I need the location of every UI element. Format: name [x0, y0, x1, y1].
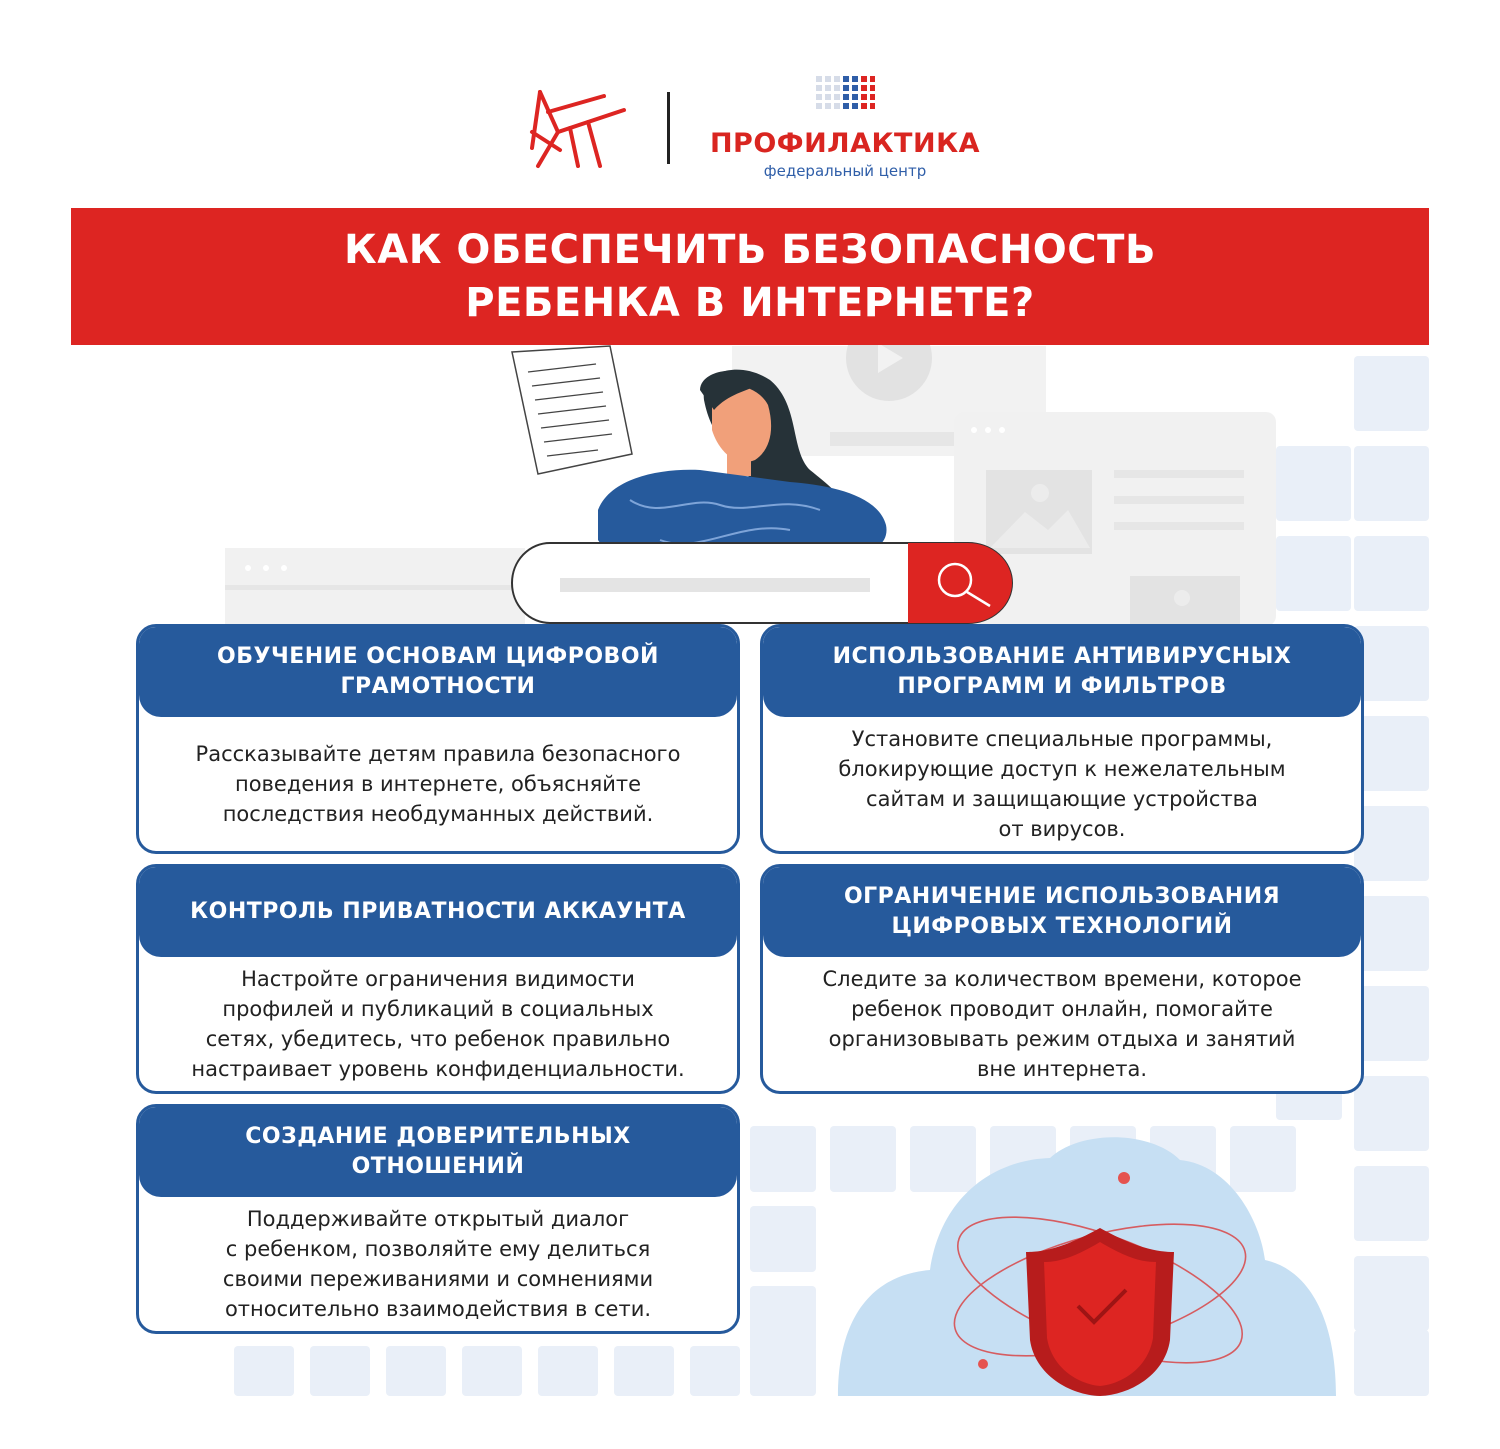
brand-title: ПРОФИЛАКТИКА — [709, 128, 981, 159]
card-text: Установите специальные программы, блокирующие доступ к нежелательным сайтам и защищающие устройства от вирусов. — [838, 727, 1286, 841]
card-text: Настройте ограничения видимости профилей и публикаций в социальных сетях, убедитесь, что ребенок правильно настраивает уровень конфиденциальности. — [191, 967, 685, 1081]
card-text: Рассказывайте детям правила безопасного поведения в интернете, объясняйте последствия необдуманных действий. — [195, 742, 681, 826]
search-bar-illustration — [512, 543, 1012, 623]
card-antivirus — [760, 624, 1364, 854]
card-account-privacy — [136, 864, 740, 1094]
card-text: Следите за количеством времени, которое ребенок проводит онлайн, помогайте организовывать режим отдыха и занятий вне интернета. — [822, 967, 1302, 1081]
card-title: СОЗДАНИЕ ДОВЕРИТЕЛЬНЫХ ОТНОШЕНИЙ — [139, 1107, 737, 1197]
shield-check-icon — [1026, 1228, 1174, 1396]
card-title: КОНТРОЛЬ ПРИВАТНОСТИ АККАУНТА — [139, 867, 737, 957]
grid-flag-logo-icon — [816, 76, 875, 109]
card-text: Поддерживайте открытый диалог с ребенком, позволяйте ему делиться своими переживаниями и сомнениями относительно взаимодействия в сети. — [222, 1207, 654, 1321]
title-banner — [71, 208, 1429, 345]
card-limit-usage — [760, 864, 1364, 1094]
brand-subtitle: федеральный центр — [763, 162, 927, 180]
chair-logo-icon — [532, 92, 624, 166]
page-title: КАК ОБЕСПЕЧИТЬ БЕЗОПАСНОСТЬ РЕБЕНКА В ИНТЕРНЕТЕ? — [344, 226, 1156, 326]
card-title: ОГРАНИЧЕНИЕ ИСПОЛЬЗОВАНИЯ ЦИФРОВЫХ ТЕХНОЛОГИЙ — [763, 867, 1361, 957]
document-icon — [512, 346, 632, 474]
card-title: ИСПОЛЬЗОВАНИЕ АНТИВИРУСНЫХ ПРОГРАММ И ФИЛЬТРОВ — [763, 627, 1361, 717]
logo-divider — [667, 92, 670, 164]
card-digital-literacy — [136, 624, 740, 854]
card-title: ОБУЧЕНИЕ ОСНОВАМ ЦИФРОВОЙ ГРАМОТНОСТИ — [139, 627, 737, 717]
card-trust — [136, 1104, 740, 1334]
